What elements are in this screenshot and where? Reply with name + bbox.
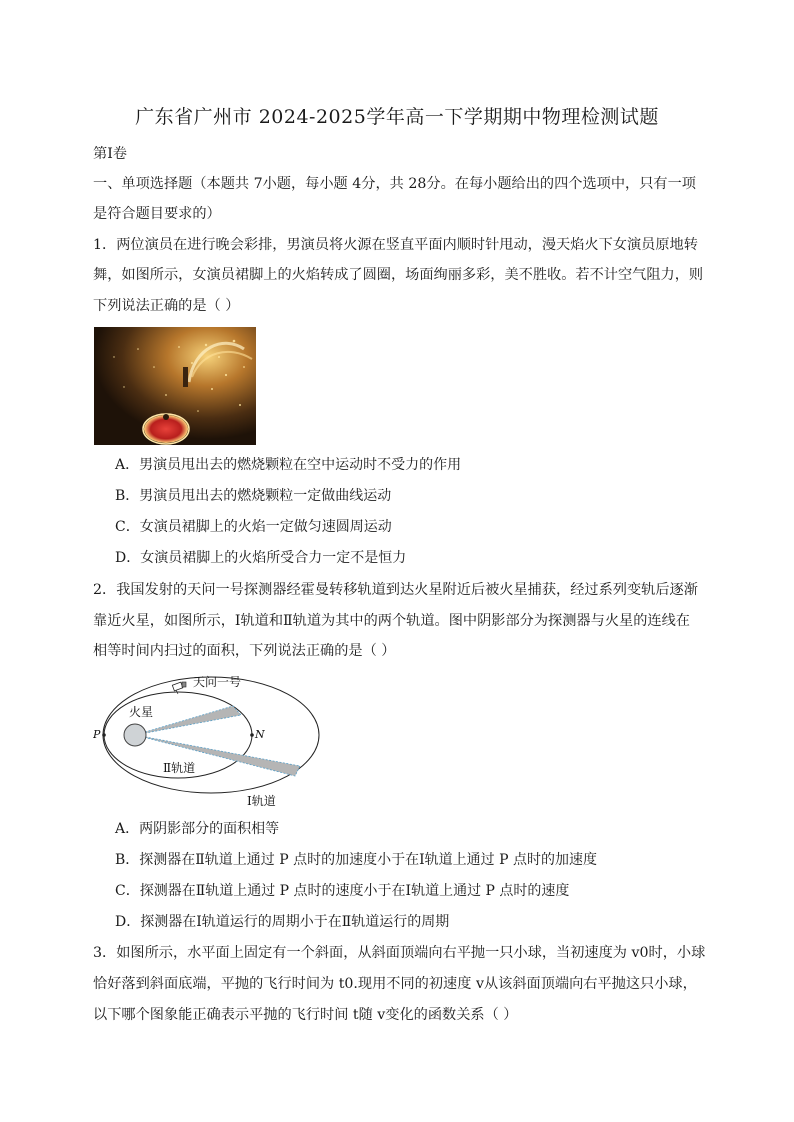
- point-p-label: P: [93, 728, 101, 741]
- point-n-label: N: [255, 728, 265, 741]
- mars-planet: [124, 724, 146, 746]
- q2-option-a[interactable]: A．两阴影部分的面积相等: [115, 821, 280, 837]
- q1-option-c[interactable]: C．女演员裙脚上的火焰一定做匀速圆周运动: [115, 519, 392, 535]
- q3-stem-line-3: 以下哪个图象能正确表示平抛的飞行时间 t随 v变化的函数关系（ ）: [93, 1007, 518, 1023]
- q3-stem-line-2: 恰好落到斜面底端，平抛的飞行时间为 t0.现用不同的初速度 v从该斜面顶端向右平抛这只小球，: [93, 976, 697, 992]
- q2-stem-line-3: 相等时间内扫过的面积，下列说法正确的是（ ）: [93, 643, 396, 659]
- section-header-line-1: 一、单项选择题（本题共 7小题，每小题 4分，共 28分。在每小题给出的四个选项中，只有一项: [93, 176, 696, 192]
- probe-label: 天问一号: [193, 675, 242, 689]
- point-n-dot: [250, 733, 254, 737]
- orbit-2-label: Ⅱ轨道: [163, 761, 196, 775]
- q3-stem-line-1: 3．如图所示，水平面上固定有一个斜面，从斜面顶端向右平抛一只小球，当初速度为 v0时，小球: [93, 945, 706, 961]
- fire-dance-photo: [94, 327, 256, 445]
- q1-option-a[interactable]: A．男演员甩出去的燃烧颗粒在空中运动时不受力的作用: [115, 457, 462, 473]
- page-title: 广东省广州市 2024-2025学年高一下学期期中物理检测试题: [135, 106, 659, 128]
- point-p-dot: [102, 733, 106, 737]
- q1-stem-line-2: 舞，如图所示，女演员裙脚上的火焰转成了圆圈，场面绚丽多彩，美不胜收。若不计空气阻力，则: [93, 267, 704, 283]
- q2-option-c[interactable]: C．探测器在Ⅱ轨道上通过 P 点时的速度小于在Ⅰ轨道上通过 P 点时的速度: [115, 883, 570, 899]
- q2-option-d[interactable]: D．探测器在Ⅰ轨道运行的周期小于在Ⅱ轨道运行的周期: [115, 914, 450, 930]
- volume-label: 第Ⅰ卷: [93, 146, 127, 162]
- fire-dance-illustration: [94, 327, 256, 445]
- orbit-1-label: Ⅰ轨道: [247, 794, 276, 808]
- q2-option-b[interactable]: B．探测器在Ⅱ轨道上通过 P 点时的加速度小于在Ⅰ轨道上通过 P 点时的加速度: [115, 852, 597, 868]
- mars-label: 火星: [129, 705, 154, 719]
- section-header-line-2: 是符合题目要求的）: [93, 206, 221, 222]
- q2-stem-line-2: 靠近火星，如图所示，Ⅰ轨道和Ⅱ轨道为其中的两个轨道。图中阴影部分为探测器与火星的连线在: [93, 613, 690, 629]
- shaded-area-2: [135, 735, 300, 776]
- q1-option-b[interactable]: B．男演员甩出去的燃烧颗粒一定做曲线运动: [115, 488, 392, 504]
- q2-stem-line-1: 2．我国发射的天问一号探测器经霍曼转移轨道到达火星附近后被火星捕获，经过系列变轨后逐渐: [93, 582, 698, 598]
- mars-orbit-diagram: [93, 672, 323, 812]
- q1-option-d[interactable]: D．女演员裙脚上的火焰所受合力一定不是恒力: [115, 550, 407, 566]
- q1-stem-line-1: 1．两位演员在进行晚会彩排，男演员将火源在竖直平面内顺时针甩动，漫天焰火下女演员原地转: [93, 237, 698, 253]
- q1-stem-line-3: 下列说法正确的是（ ）: [93, 298, 240, 314]
